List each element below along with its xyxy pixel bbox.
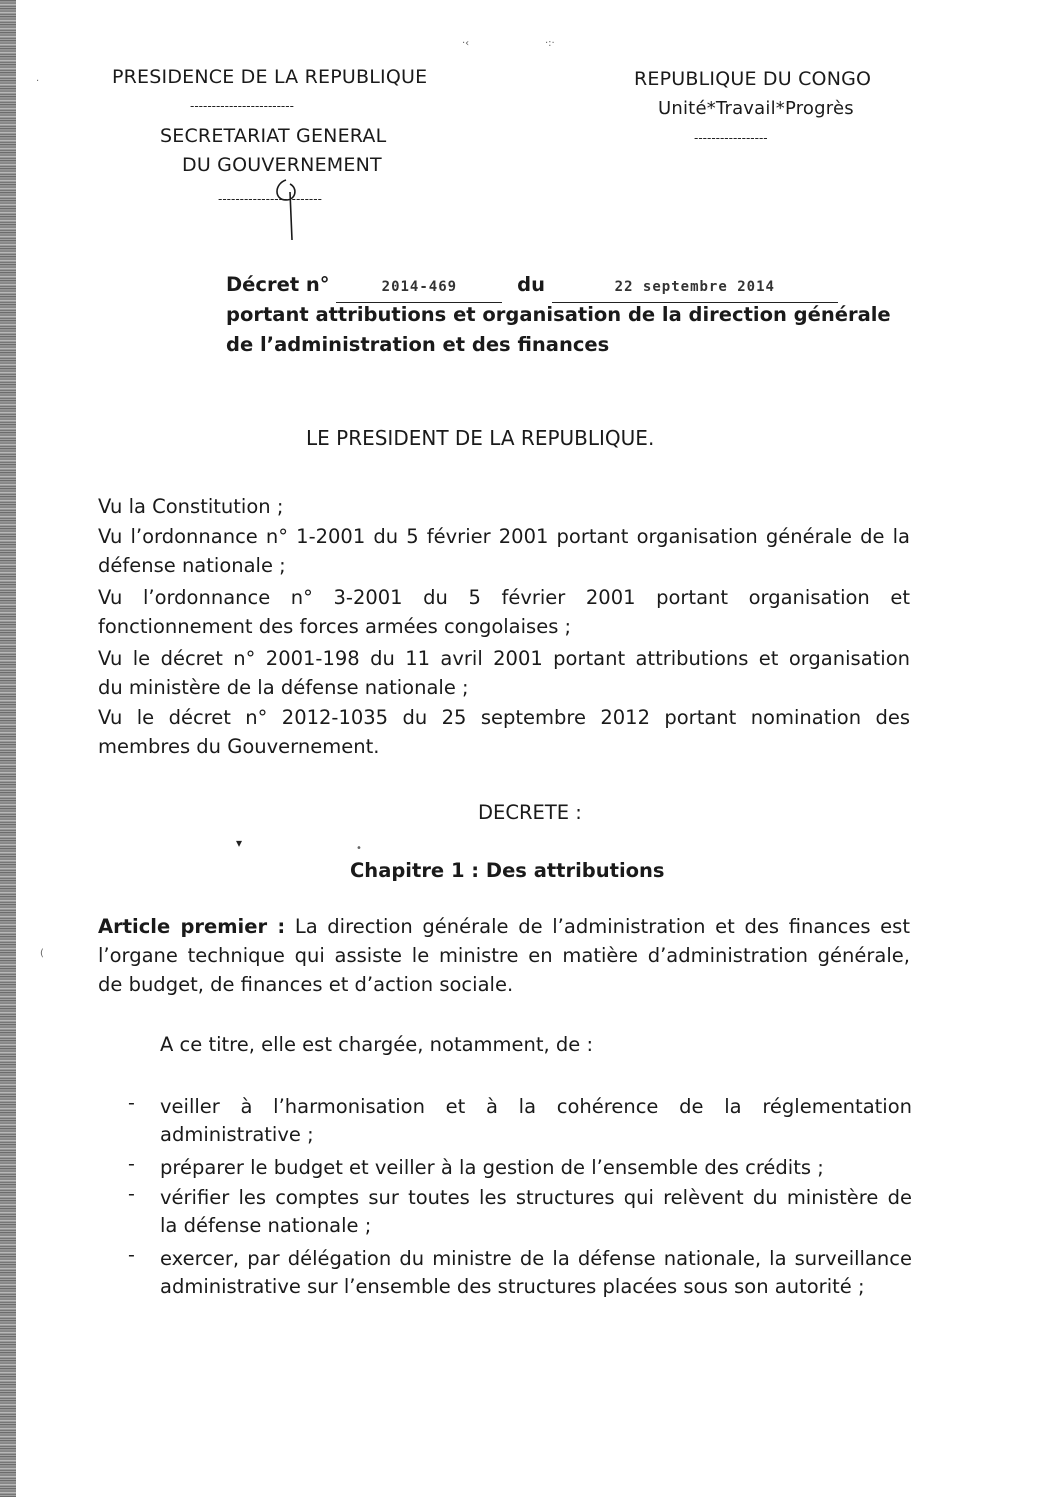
decree-number-line xyxy=(226,270,838,303)
header-republique: REPUBLIQUE DU CONGO xyxy=(634,68,872,90)
visa-line: Vu l’ordonnance n° 3-2001 du 5 février 2001 portant organisation et xyxy=(98,586,910,609)
scan-speck: · xyxy=(36,76,40,87)
header-gouvernement: DU GOUVERNEMENT xyxy=(182,154,382,176)
header-presidence: PRESIDENCE DE LA REPUBLIQUE xyxy=(112,66,428,88)
header-devise: Unité*Travail*Progrès xyxy=(658,98,854,119)
bullet-item xyxy=(160,1244,912,1302)
visa-line: du ministère de la défense nationale ; xyxy=(98,676,469,699)
bullet-line: administrative sur l’ensemble des structures placées sous son autorité ; xyxy=(160,1275,865,1298)
chapter-heading: Chapitre 1 : Des attributions xyxy=(350,859,665,882)
visa-line: Vu la Constitution ; xyxy=(98,495,284,518)
article1-label: Article premier : xyxy=(98,915,286,938)
decrete-heading: DECRETE : xyxy=(478,801,582,824)
bullet-dash: - xyxy=(128,1153,135,1175)
bullet-dash: - xyxy=(128,1244,135,1266)
bullet-item xyxy=(160,1153,824,1183)
scan-speck: • xyxy=(356,843,362,854)
article1-line3: de budget, de finances et d’action sociale. xyxy=(98,973,514,996)
visa-line: membres du Gouvernement. xyxy=(98,735,380,758)
decree-date: 22 septembre 2014 xyxy=(552,272,838,303)
bullet-item xyxy=(160,1092,912,1150)
header-left-separator-2: ------------------------ xyxy=(218,192,322,206)
scan-speck: ( xyxy=(40,948,44,959)
scan-edge-artifact xyxy=(0,0,16,1497)
scan-speck: ·‹ xyxy=(462,38,470,49)
bullet-line: administrative ; xyxy=(160,1123,314,1146)
bullet-line: préparer le budget et veiller à la gestion de l’ensemble des crédits ; xyxy=(160,1156,824,1179)
bullet-line: exercer, par délégation du ministre de la défense nationale, la surveillance xyxy=(160,1247,912,1270)
visa-line: Vu le décret n° 2001-198 du 11 avril 2001 portant attributions et organisation xyxy=(98,647,910,670)
decree-subject-line1: portant attributions et organisation de la direction générale xyxy=(226,303,891,326)
visa-line: Vu l’ordonnance n° 1-2001 du 5 février 2001 portant organisation générale de la xyxy=(98,525,910,548)
bullet-item xyxy=(160,1183,912,1241)
decree-du: du xyxy=(517,273,545,296)
scan-speck: ·:· xyxy=(545,38,555,49)
visa-line: fonctionnement des forces armées congolaises ; xyxy=(98,615,572,638)
bullet-dash: - xyxy=(128,1183,135,1205)
article1-line2: l’organe technique qui assiste le ministre en matière d’administration générale, xyxy=(98,944,910,967)
header-left-separator: ------------------------ xyxy=(190,99,294,113)
decree-number: 2014-469 xyxy=(336,272,502,303)
decree-subject-line2: de l’administration et des finances xyxy=(226,333,610,356)
bullet-line: veiller à l’harmonisation et à la cohérence de la réglementation xyxy=(160,1095,912,1118)
article1-line1 xyxy=(98,912,910,942)
bullet-line: la défense nationale ; xyxy=(160,1214,372,1237)
decree-label: Décret n° xyxy=(226,273,330,296)
header-right-separator: ----------------- xyxy=(694,131,768,145)
handwritten-initials-mark xyxy=(268,166,318,246)
visa-line: Vu le décret n° 2012-1035 du 25 septembre 2012 portant nomination des xyxy=(98,706,910,729)
visa-line: défense nationale ; xyxy=(98,554,286,577)
president-heading: LE PRESIDENT DE LA REPUBLIQUE. xyxy=(306,426,655,450)
article1-text: La direction générale de l’administration et des finances est xyxy=(294,915,910,938)
attributions-intro: A ce titre, elle est chargée, notamment, de : xyxy=(160,1033,594,1056)
bullet-line: vérifier les comptes sur toutes les structures qui relèvent du ministère de xyxy=(160,1186,912,1209)
bullet-dash: - xyxy=(128,1092,135,1114)
scan-speck: ▾ xyxy=(236,836,243,850)
header-secretariat: SECRETARIAT GENERAL xyxy=(160,125,387,147)
